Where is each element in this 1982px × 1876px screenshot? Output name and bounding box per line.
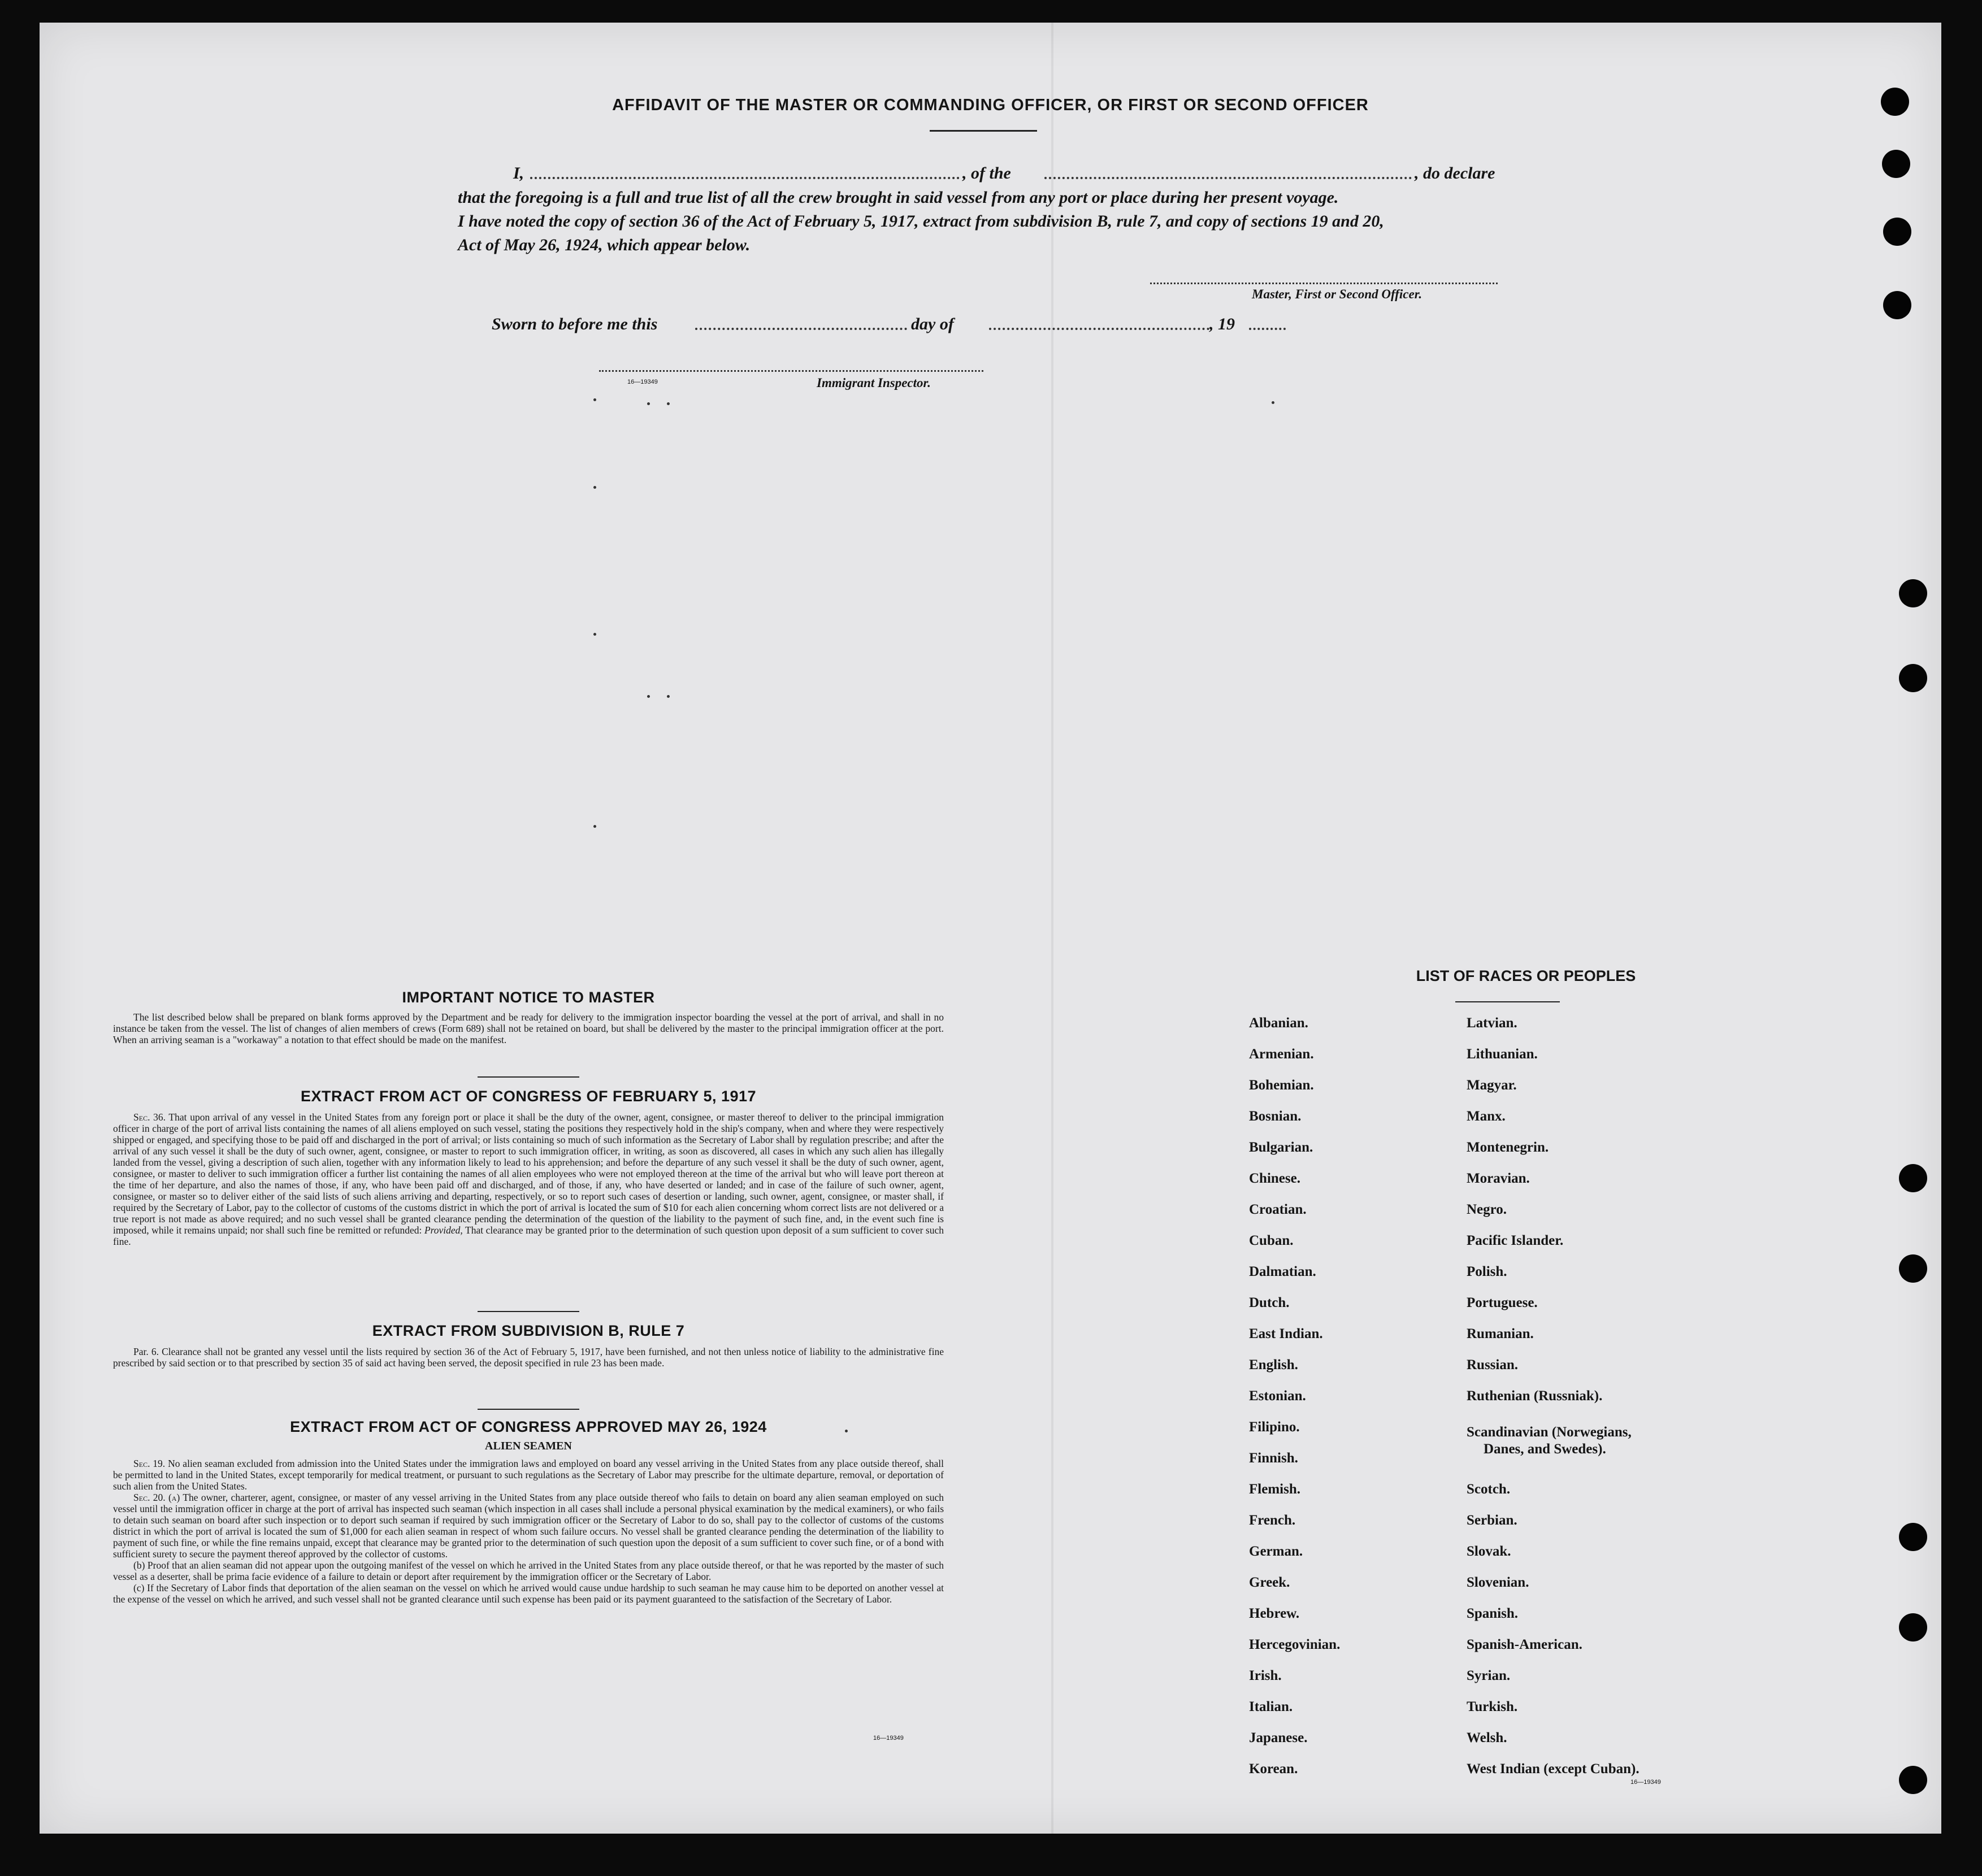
form-number: 16—19349: [873, 1735, 904, 1742]
race-item: Welsh.: [1467, 1730, 1507, 1745]
speck: [593, 825, 596, 828]
rule7-paragraph: Par. 6. Clearance shall not be granted any vessel until the lists required by section 36 of the Act of February 5, 1917, have been furnished, and not then unless notice of liability to the administrative fine prescribed by said section or to that prescribed by section 35 of said act having been served, the deposit specified in rule 23 has been made.: [113, 1346, 944, 1369]
race-item: Ruthenian (Russniak).: [1467, 1388, 1603, 1404]
race-item: West Indian (except Cuban).: [1467, 1761, 1640, 1777]
race-item: Flemish.: [1249, 1482, 1300, 1497]
binder-hole: [1899, 579, 1927, 607]
sworn-line: [492, 312, 1283, 337]
speck: [647, 402, 650, 405]
binder-hole: [1882, 150, 1910, 178]
race-item: Filipino.: [1249, 1419, 1300, 1435]
extract-1924-text: [113, 1458, 944, 1605]
speck: [593, 633, 596, 636]
race-item: Irish.: [1249, 1668, 1282, 1683]
race-item: Scandinavian (Norwegians,: [1467, 1425, 1632, 1440]
race-item: Estonian.: [1249, 1388, 1306, 1404]
inspector-label: Immigrant Inspector.: [817, 376, 931, 390]
speck: [667, 695, 670, 698]
sec-20a-text: The owner, charterer, agent, consignee, or master of any vessel arriving in the United States from any place outside thereof who fails to detain on board any alien seaman employed on such vessel until the immigration officer in charge at the port of arrival has inspected such seaman (which inspection in all cases shall include a personal physical examination by the medical examiners), or who fails to detain such seaman on board after such inspection or to deport such seaman if required by such immigration officer or the Secretary of Labor to do so, shall pay to the collector of customs of the customs district in which the port of arrival is located the sum of $1,000 for each alien seaman in respect of whom such failure occurs. No vessel shall be granted clearance pending the determination of the liability to payment of such fine, or while the fine remains unpaid, except that clearance may be granted prior to the determination of such question upon the deposit of a sum sufficient to cover such fine, or of a bond with sufficient surety to secure the payment thereof approved by the collector of customs.: [113, 1492, 944, 1560]
binder-hole: [1899, 1254, 1927, 1283]
document-sheet: [40, 23, 1941, 1834]
race-item: German.: [1249, 1544, 1303, 1559]
sec-36-label: Sec. 36.: [133, 1111, 166, 1123]
race-item: Polish.: [1467, 1264, 1507, 1279]
race-item: Finnish.: [1249, 1451, 1298, 1466]
declaration-line-4: Act of May 26, 1924, which appear below.: [458, 236, 751, 254]
binder-hole: [1899, 1164, 1927, 1192]
race-item: Magyar.: [1467, 1078, 1517, 1093]
race-item: Croatian.: [1249, 1202, 1307, 1217]
extract-rule7-text: [113, 1346, 944, 1369]
binder-hole: [1899, 1766, 1927, 1794]
race-item: Russian.: [1467, 1357, 1519, 1373]
extract-rule7-title: EXTRACT FROM SUBDIVISION B, RULE 7: [372, 1322, 685, 1339]
extract-1924-title: EXTRACT FROM ACT OF CONGRESS APPROVED MAY 26, 1924: [290, 1418, 767, 1435]
race-item: Chinese.: [1249, 1171, 1300, 1186]
race-item: Serbian.: [1467, 1513, 1517, 1528]
sworn-prefix: Sworn to before me this: [492, 315, 658, 333]
affidavit-title: AFFIDAVIT OF THE MASTER OR COMMANDING OFFICER, OR FIRST OR SECOND OFFICER: [612, 96, 1369, 114]
sworn-day-blank[interactable]: [695, 328, 907, 330]
sec-20-label: Sec. 20. (a): [133, 1492, 180, 1503]
race-item: Lithuanian.: [1467, 1046, 1538, 1062]
speck: [667, 402, 670, 405]
extract-1917-title: EXTRACT FROM ACT OF CONGRESS OF FEBRUARY 5, 1917: [300, 1088, 757, 1105]
race-item: Bosnian.: [1249, 1109, 1302, 1124]
declaration-line-2: that the foregoing is a full and true list of all the crew brought in said vessel from any port or place during her present voyage.: [458, 188, 1339, 207]
binder-hole: [1899, 664, 1927, 692]
binder-hole: [1899, 1523, 1927, 1551]
extract-1917-text: [113, 1111, 944, 1247]
section-rule: [478, 1311, 579, 1312]
year-label: , 19: [1209, 315, 1235, 333]
race-item: Dalmatian.: [1249, 1264, 1316, 1279]
sec-20c-text: (c) If the Secretary of Labor finds that deportation of the alien seaman on the vessel on which he arrived would cause undue hardship to such seaman he may cause him to be deported on another vessel at the expense of the vessel on which he arrived, and such vessel shall not be granted clearance until such expense has been paid or its payment guaranteed to the satisfaction of the Secretary of Labor.: [113, 1582, 944, 1605]
race-item: Rumanian.: [1467, 1326, 1534, 1341]
race-item: Bohemian.: [1249, 1078, 1314, 1093]
declaration-line-1: [468, 161, 1542, 186]
vessel-name-blank[interactable]: [1044, 177, 1412, 179]
race-item: Slovenian.: [1467, 1575, 1529, 1590]
race-item: Italian.: [1249, 1699, 1293, 1714]
do-declare-label: , do declare: [1415, 164, 1495, 183]
form-number: 16—19349: [1630, 1779, 1661, 1786]
race-item: Cuban.: [1249, 1233, 1294, 1248]
race-item: English.: [1249, 1357, 1298, 1373]
notice-paragraph: The list described below shall be prepared on blank forms approved by the Department and be ready for delivery to the immigration inspector boarding the vessel at the port of arrival, and shall in no instance be taken from the vessel. The list of changes of alien members of crews (Form 689) shall not be retained on board, but shall be delivered by the master to the principal immigration officer at the port. When an arriving seaman is a "workaway" a notation to that effect should be made on the manifest.: [113, 1011, 944, 1045]
race-item: Dutch.: [1249, 1295, 1290, 1310]
alien-seamen-subtitle: ALIEN SEAMEN: [485, 1440, 572, 1452]
race-item: Slovak.: [1467, 1544, 1511, 1559]
sec-19-text: No alien seaman excluded from admission into the United States under the immigration laws and employed on board any vessel arriving in the United States from any place outside thereof, shall be permitted to land in the United States, except temporarily for medical treatment, or pursuant to such regulations as the Secretary of Labor may prescribe for the ultimate departure, removal, or deportation of such alien from the United States.: [113, 1458, 944, 1492]
race-item: French.: [1249, 1513, 1296, 1528]
declaration-line-3: I have noted the copy of section 36 of the Act of February 5, 1917, extract from subdivision B, rule 7, and copy of sections 19 and 20,: [458, 212, 1384, 231]
declarant-prefix: I,: [513, 164, 524, 183]
speck: [647, 695, 650, 698]
race-item: Latvian.: [1467, 1015, 1517, 1031]
of-the-label: , of the: [962, 164, 1011, 183]
race-item: Manx.: [1467, 1109, 1506, 1124]
speck: [593, 486, 596, 489]
sec-36-text: That upon arrival of any vessel in the United States from any foreign port or place it shall be the duty of the owner, agent, consignee, or master thereof to deliver to the principal immigration officer in charge of the port of arrival lists containing the names of all aliens employed on such vessel, stating the positions they respectively hold in the ship's company, when and where they were respectively shipped or engaged, and specifying those to be paid off and discharged in the port of arrival; or lists containing so much of such information as the Secretary of Labor shall by regulation prescribe; and after the arrival of any such vessel it shall be the duty of such owner, agent, consignee, or master to report to such immigration officer, in writing, as soon as discovered, all cases in which any such alien has illegally landed from the vessel, giving a description of such alien, together with any information likely to lead to his apprehension; and before the departure of any such vessel it shall be the duty of such owner, agent, consignee, or master to deliver to such immigration officer a further list containing the names of all alien employees who were not employed thereon at the time of the arrival but who will leave port thereon at the time of her departure, and also the names of those, if any, who have been paid off and discharged, and of those, if any, who have deserted or landed; and in case of the failure of such owner, agent, consignee, or master so to deliver either of the said lists of such aliens arriving and departing, respectively, or so to report such cases of desertion or landing, such owner, agent, consignee, or master shall, if required by the Secretary of Labor, pay to the collector of customs of the customs district in which the port of arrival is located the sum of $10 for each alien concerning whom correct lists are not delivered or a true report is not made as above required; and no such vessel shall be granted clearance pending the determination of the question of the liability to the payment of such fine, and, in the event such fine is imposed, while it remains unpaid; nor shall such fine be remitted or refunded:: [113, 1111, 944, 1236]
race-item: Negro.: [1467, 1202, 1507, 1217]
race-item: Armenian.: [1249, 1046, 1314, 1062]
sec-19-label: Sec. 19.: [133, 1458, 166, 1469]
races-title-rule: [1455, 1001, 1560, 1002]
master-signature-blank[interactable]: [1150, 283, 1498, 284]
race-item: East Indian.: [1249, 1326, 1323, 1341]
speck: [593, 398, 596, 401]
race-item: Greek.: [1249, 1575, 1290, 1590]
binder-hole: [1883, 218, 1911, 246]
race-item: Turkish.: [1467, 1699, 1518, 1714]
race-item: Danes, and Swedes).: [1484, 1441, 1606, 1457]
race-item: Spanish.: [1467, 1606, 1519, 1621]
race-item: Moravian.: [1467, 1171, 1530, 1186]
races-title: LIST OF RACES OR PEOPLES: [1416, 967, 1636, 984]
proviso-text: That clearance may be granted prior to the determination of such question upon deposit of a sum sufficient to cover such fine.: [113, 1224, 944, 1247]
proviso-label: Provided,: [424, 1224, 463, 1236]
section-rule: [478, 1076, 579, 1078]
race-item: Hebrew.: [1249, 1606, 1300, 1621]
race-item: Pacific Islander.: [1467, 1233, 1564, 1248]
speck: [1272, 401, 1274, 404]
inspector-signature-blank[interactable]: [599, 370, 983, 372]
master-signature-label: Master, First or Second Officer.: [1252, 287, 1422, 301]
page-fold: [1051, 23, 1053, 1834]
race-item: Korean.: [1249, 1761, 1298, 1777]
notice-text: [113, 1011, 944, 1045]
race-item: Hercegovinian.: [1249, 1637, 1341, 1652]
sworn-month-blank[interactable]: [989, 328, 1209, 330]
race-item: Montenegrin.: [1467, 1140, 1549, 1155]
sec-20b-text: (b) Proof that an alien seaman did not appear upon the outgoing manifest of the vessel on which he arrived in the United States from any place outside thereof, or that he was reported by the master of such vessel as a deserter, shall be prima facie evidence of a failure to detain or deport after requirement by the immigration officer or the Secretary of Labor.: [113, 1560, 944, 1582]
form-number: 16—19349: [627, 379, 658, 385]
sworn-year-blank[interactable]: [1249, 328, 1286, 330]
race-item: Portuguese.: [1467, 1295, 1538, 1310]
race-item: Scotch.: [1467, 1482, 1511, 1497]
day-of-label: day of: [911, 315, 954, 333]
section-rule: [478, 1409, 579, 1410]
notice-title: IMPORTANT NOTICE TO MASTER: [402, 989, 655, 1006]
race-item: Bulgarian.: [1249, 1140, 1313, 1155]
declarant-name-blank[interactable]: [530, 177, 960, 179]
race-item: Spanish-American.: [1467, 1637, 1582, 1652]
binder-hole: [1883, 291, 1911, 319]
title-rule: [930, 130, 1037, 132]
race-item: Albanian.: [1249, 1015, 1308, 1031]
race-item: Japanese.: [1249, 1730, 1308, 1745]
binder-hole: [1899, 1613, 1927, 1642]
race-item: Syrian.: [1467, 1668, 1511, 1683]
